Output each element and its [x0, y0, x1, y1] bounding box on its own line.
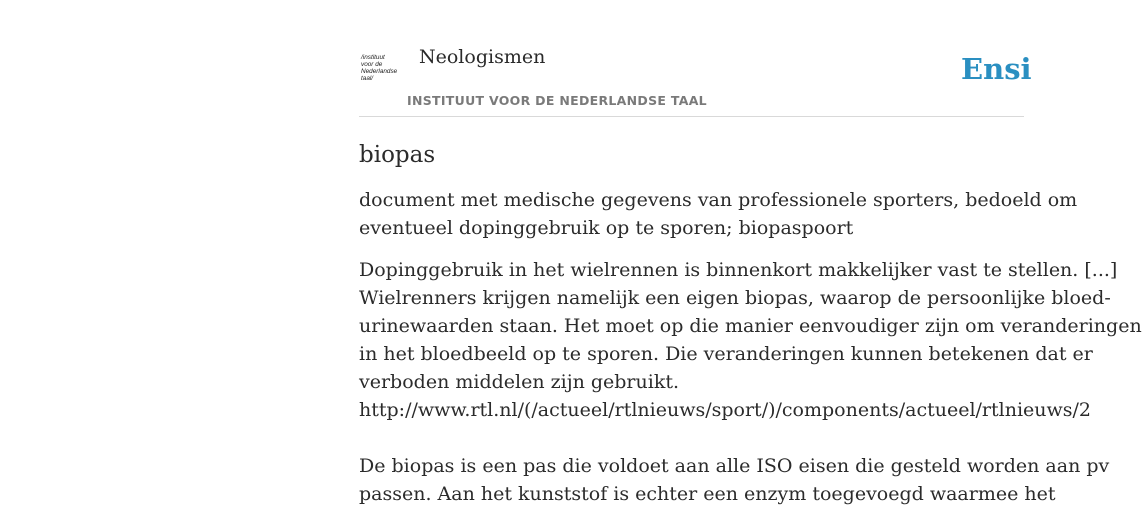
definition-line: eventueel dopinggebruik op te sporen; biopaspoort	[359, 217, 854, 239]
quote-line: passen. Aan het kunststof is echter een enzym toegevoegd waarmee het	[359, 483, 1056, 505]
quote-line: Dopinggebruik in het wielrennen is binnenkort makkelijker vast te stellen. [...]	[359, 259, 1118, 281]
logo-line: voor de	[361, 61, 383, 68]
entry-term: biopas	[359, 142, 436, 168]
quote-line: in het bloedbeeld op te sporen. Die veranderingen kunnen betekenen dat er	[359, 343, 1093, 365]
definition-line: document met medische gegevens van professionele sporters, bedoeld om	[359, 189, 1078, 211]
entry-content	[359, 138, 1142, 508]
entry-quote	[359, 256, 1142, 508]
quote-line: Wielrenners krijgen namelijk een eigen biopas, waarop de persoonlijke bloed-	[359, 287, 1111, 309]
institute-logo[interactable]	[361, 54, 405, 90]
quote-line: De biopas is een pas die voldoet aan alle ISO eisen die gesteld worden aan pv	[359, 455, 1110, 477]
site-subtitle: INSTITUUT VOOR DE NEDERLANDSE TAAL	[407, 93, 707, 108]
logo-line: Nederlandse	[361, 68, 398, 75]
site-header	[359, 40, 1032, 117]
quote-line: verboden middelen zijn gebruikt.	[359, 371, 680, 393]
entry-definition	[359, 186, 1078, 242]
site-title[interactable]: Neologismen	[419, 46, 546, 68]
logo-line: taal/	[361, 75, 374, 82]
quote-line: urinewaarden staan. Het moet op die manier eenvoudiger zijn om veranderingen	[359, 315, 1142, 337]
quote-spacer	[359, 424, 1024, 452]
logo-line: /instituut	[361, 54, 385, 61]
quote-source-link[interactable]: http://www.rtl.nl/(/actueel/rtlnieuws/sport/)/components/actueel/rtlnieuws/2	[359, 399, 1092, 421]
language-link[interactable]: Ensi	[961, 52, 1032, 86]
